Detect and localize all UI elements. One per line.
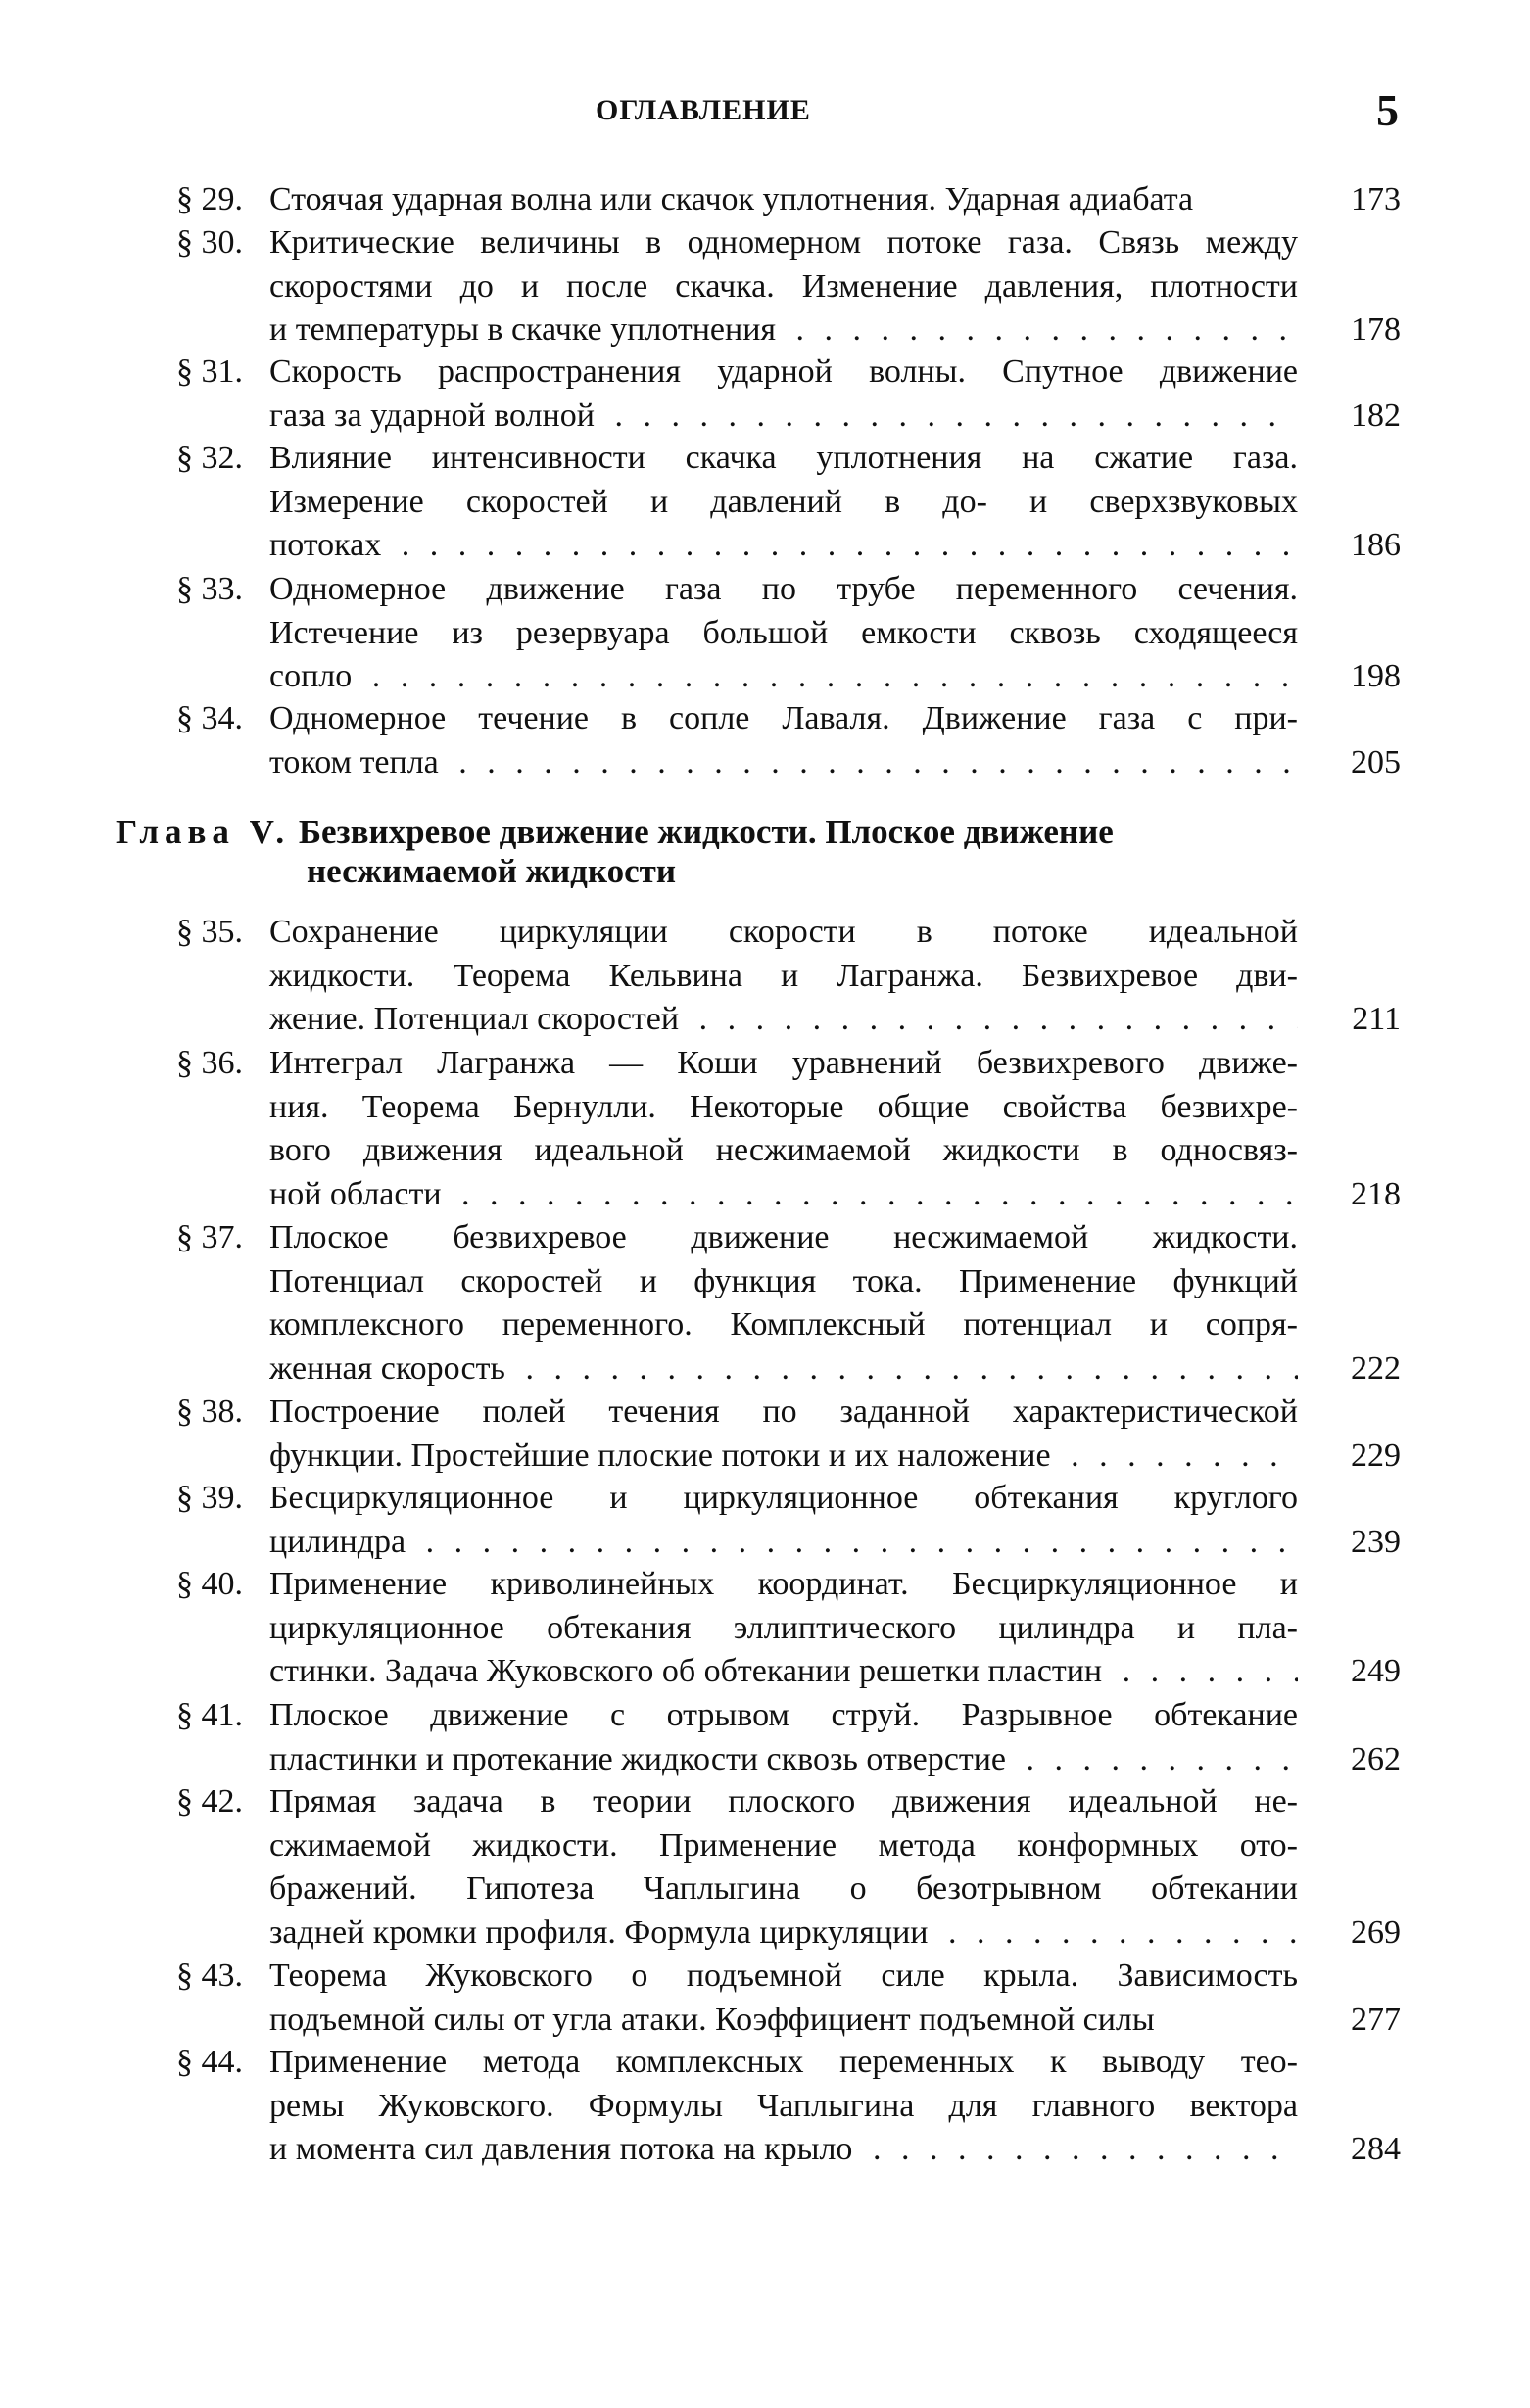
section-page: 262 xyxy=(1351,1740,1401,1777)
section-number: § 30. xyxy=(176,224,243,260)
running-head xyxy=(0,85,1530,135)
toc-entry-38 xyxy=(176,1391,1401,1478)
toc-entry-43 xyxy=(176,1955,1401,2042)
section-title-line: пластинки и протекание жидкости сквозь отверстие xyxy=(269,1741,1012,1777)
section-page: 239 xyxy=(1351,1523,1401,1560)
section-title-line: Плоское движение с отрывом струй. Разрывное обтекание xyxy=(269,1697,1298,1733)
section-title-line: вого движения идеальной несжимаемой жидкости в односвяз- xyxy=(269,1132,1298,1168)
section-number: § 42. xyxy=(176,1783,243,1819)
section-number: § 38. xyxy=(176,1393,243,1430)
section-page: 173 xyxy=(1351,181,1401,217)
section-title-line: задней кромки профиля. Формула циркуляции xyxy=(269,1914,933,1951)
section-number: § 33. xyxy=(176,571,243,607)
section-title-line: сопло xyxy=(269,658,358,694)
section-title-line: Бесциркуляционное и циркуляционное обтекания круглого xyxy=(269,1480,1298,1516)
toc-entry-41 xyxy=(176,1694,1401,1781)
section-title-line: и температуры в скачке уплотнения xyxy=(269,311,782,348)
section-title-line: и момента сил давления потока на крыло xyxy=(269,2131,858,2167)
section-title-line: Применение криволинейных координат. Бесциркуляционное и xyxy=(269,1566,1298,1602)
section-title-line: потоках xyxy=(269,527,387,563)
section-title-line: скоростями до и после скачка. Изменение давления, плотности xyxy=(269,267,1298,305)
section-title-line: Плоское безвихревое движение несжимаемой жидкости. xyxy=(269,1219,1298,1255)
section-page: 182 xyxy=(1351,397,1401,434)
toc-entry-39 xyxy=(176,1477,1401,1564)
section-page: 277 xyxy=(1351,2001,1401,2038)
section-title-line: циркуляционное обтекания эллиптического цилиндра и пла- xyxy=(269,1609,1298,1646)
toc-entry-31 xyxy=(176,351,1401,438)
toc-entry-34 xyxy=(176,697,1401,784)
page-number: 5 xyxy=(1376,85,1399,135)
toc-entry-30 xyxy=(176,221,1401,353)
chapter-title: Безвихревое движение жидкости. Плоское движение xyxy=(298,813,1114,851)
toc-entry-37 xyxy=(176,1216,1401,1391)
section-number: § 31. xyxy=(176,354,243,390)
section-title-line: бражений. Гипотеза Чаплыгина о безотрывном обтекании xyxy=(269,1870,1298,1907)
section-title-line: Скорость распространения ударной волны. Спутное движение xyxy=(269,354,1298,390)
section-page: 284 xyxy=(1351,2131,1401,2167)
section-title-line: жидкости. Теорема Кельвина и Лагранжа. Безвихревое дви- xyxy=(269,957,1298,994)
toc-entry-36 xyxy=(176,1042,1401,1216)
section-number: § 32. xyxy=(176,440,243,476)
toc-entry-29 xyxy=(176,178,1401,222)
toc-entry-40 xyxy=(176,1563,1401,1694)
section-title-line: Потенциал скоростей и функция тока. Применение функций xyxy=(269,1262,1298,1299)
section-number: § 41. xyxy=(176,1697,243,1733)
toc-entry-32 xyxy=(176,437,1401,568)
section-number: § 37. xyxy=(176,1219,243,1255)
section-number: § 34. xyxy=(176,700,243,736)
section-page: 211 xyxy=(1352,1001,1401,1037)
section-title-line: Истечение из резервуара большой емкости сквозь сходящееся xyxy=(269,614,1298,651)
section-page: 269 xyxy=(1351,1913,1401,1951)
section-title-line: жение. Потенциал скоростей xyxy=(269,1001,685,1037)
toc-entry-35 xyxy=(176,911,1401,1042)
chapter-heading xyxy=(116,813,1340,891)
section-title-line: подъемной силы от угла атаки. Коэффициент подъемной силы xyxy=(269,2001,1155,2038)
section-number: § 35. xyxy=(176,914,243,950)
section-title-line: комплексного переменного. Комплексный потенциал и сопря- xyxy=(269,1306,1298,1343)
section-title-line: цилиндра xyxy=(269,1524,411,1560)
section-page: 186 xyxy=(1351,527,1401,563)
section-title-line: Критические величины в одномерном потоке газа. Связь между xyxy=(269,224,1298,260)
section-title-line: Прямая задача в теории плоского движения идеальной не- xyxy=(269,1783,1298,1819)
section-page: 198 xyxy=(1351,658,1401,694)
section-number: § 43. xyxy=(176,1958,243,1994)
chapter-title-continued: несжимаемой жидкости xyxy=(307,852,676,890)
section-title-line: Применение метода комплексных переменных к выводу тео- xyxy=(269,2044,1298,2080)
toc-entry-42 xyxy=(176,1780,1401,1955)
section-number: § 29. xyxy=(176,181,243,217)
section-title-line: Сохранение циркуляции скорости в потоке идеальной xyxy=(269,914,1298,950)
toc-entry-33 xyxy=(176,568,1401,699)
section-title-line: Одномерное течение в сопле Лаваля. Движение газа с при- xyxy=(269,700,1298,736)
section-title-line: Одномерное движение газа по трубе переменного сечения. xyxy=(269,571,1298,607)
section-page: 222 xyxy=(1351,1349,1401,1387)
section-title-line: ремы Жуковского. Формулы Чаплыгина для главного вектора xyxy=(269,2087,1298,2124)
section-number: § 39. xyxy=(176,1480,243,1516)
section-number: § 44. xyxy=(176,2044,243,2080)
section-title: Стоячая ударная волна или скачок уплотнения. Ударная адиабата xyxy=(269,181,1194,217)
section-title-line: ния. Теорема Бернулли. Некоторые общие свойства безвихре- xyxy=(269,1088,1298,1125)
section-number: § 40. xyxy=(176,1566,243,1602)
section-page: 229 xyxy=(1351,1437,1401,1474)
section-title-line: стинки. Задача Жуковского об обтекании решетки пластин xyxy=(269,1653,1108,1689)
section-title-line: женная скорость xyxy=(269,1350,511,1387)
section-title-line: током тепла xyxy=(269,744,445,780)
section-title-line: сжимаемой жидкости. Применение метода конформных ото- xyxy=(269,1826,1298,1864)
chapter-label: Глава V. xyxy=(116,813,291,851)
section-title-line: Интеграл Лагранжа — Коши уравнений безвихревого движе- xyxy=(269,1045,1298,1081)
section-page: 218 xyxy=(1351,1175,1401,1212)
section-title-line: Влияние интенсивности скачка уплотнения на сжатие газа. xyxy=(269,440,1298,476)
section-title-line: ной области xyxy=(269,1176,448,1212)
section-title-line: Построение полей течения по заданной характеристической xyxy=(269,1393,1298,1430)
section-title-line: функции. Простейшие плоские потоки и их наложение xyxy=(269,1438,1057,1474)
section-page: 205 xyxy=(1351,743,1401,780)
section-page: 249 xyxy=(1351,1653,1401,1689)
section-title-line: Измерение скоростей и давлений в до- и сверхзвуковых xyxy=(269,483,1298,520)
section-number: § 36. xyxy=(176,1045,243,1081)
toc-entry-44 xyxy=(176,2041,1401,2172)
section-title-line: Теорема Жуковского о подъемной силе крыла. Зависимость xyxy=(269,1958,1298,1994)
section-title-line: газа за ударной волной xyxy=(269,398,600,434)
section-page: 178 xyxy=(1351,311,1401,348)
page-title: ОГЛАВЛЕНИЕ xyxy=(596,94,811,126)
